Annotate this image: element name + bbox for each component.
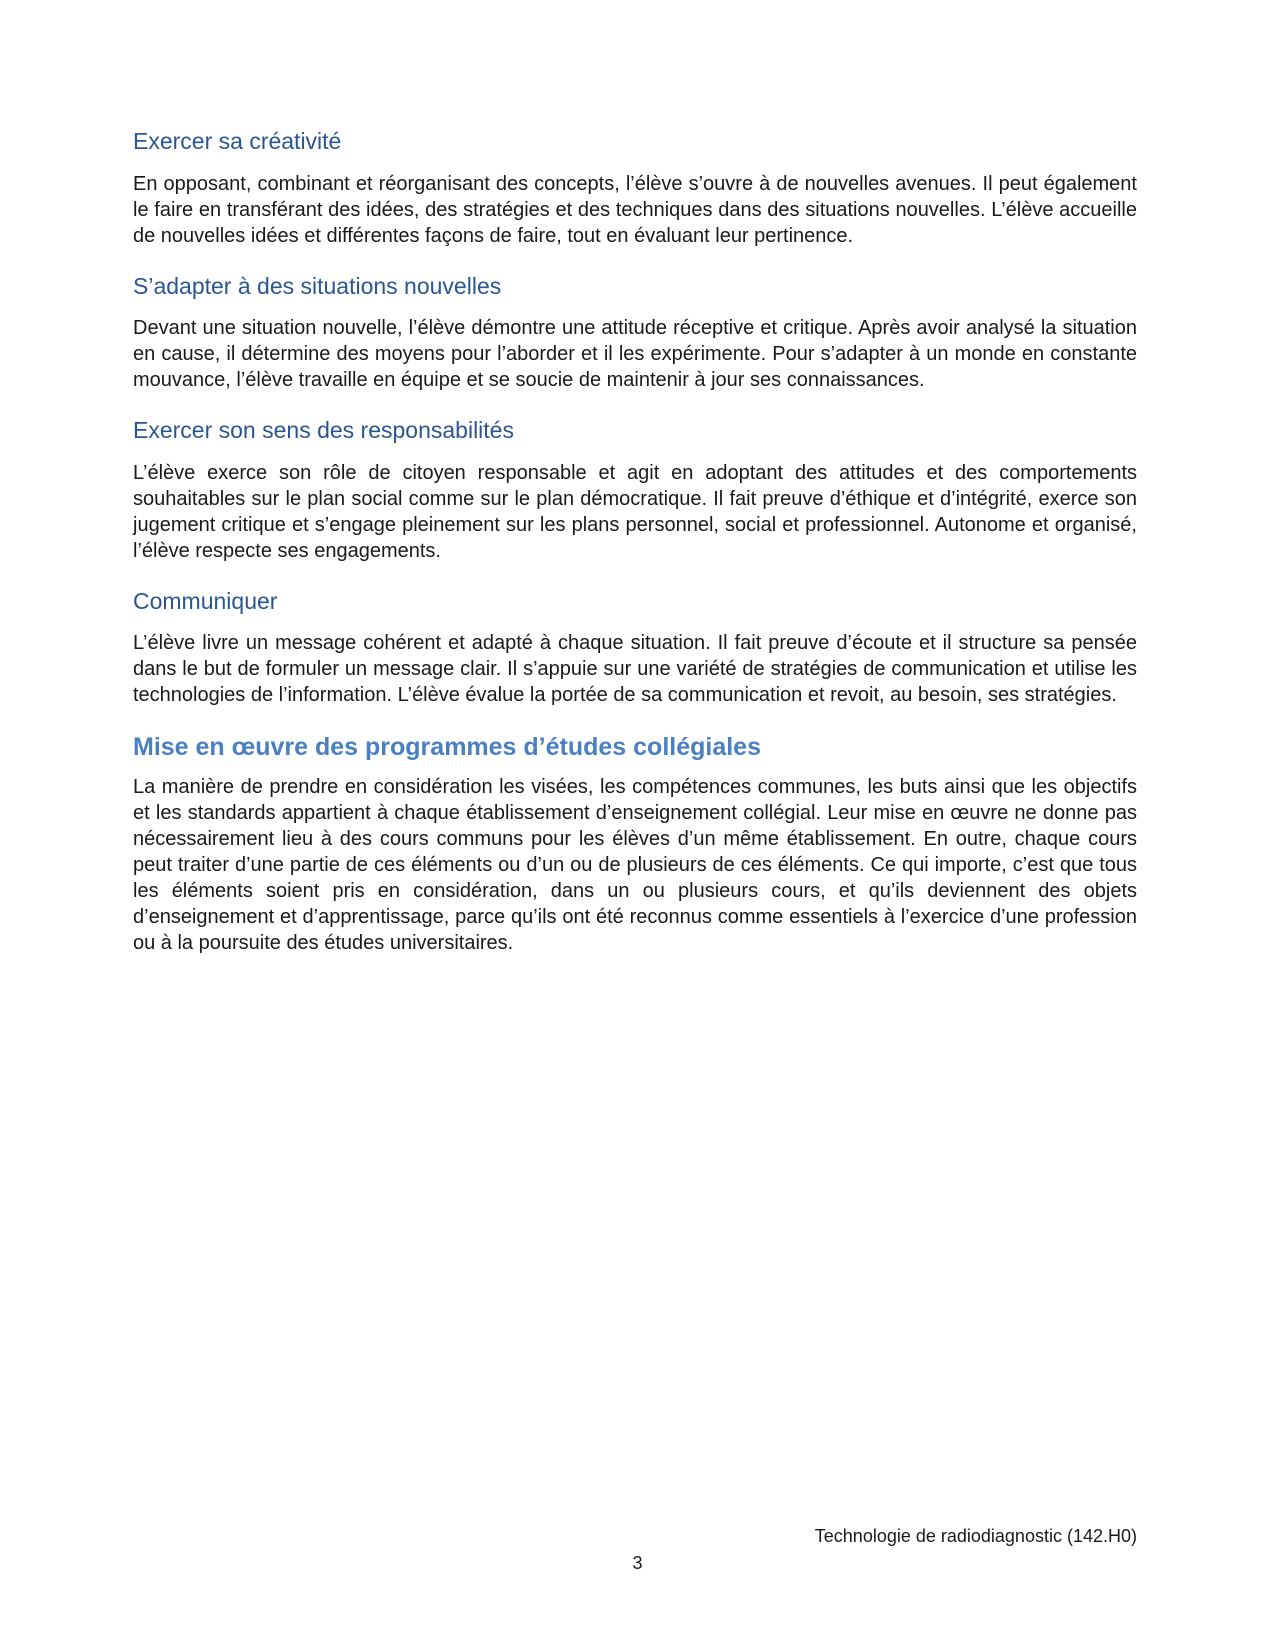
page-content: [133, 128, 1137, 980]
section-responsabilites: [133, 417, 1137, 564]
section-paragraph: Devant une situation nouvelle, l’élève démontre une attitude réceptive et critique. Après avoir analysé la situation en cause, il détermine des moyens pour l’aborder et il les expérimente. Pour s’adapter à un monde en constante mouvance, l’élève travaille en équipe et se soucie de maintenir à jour ses connaissances.: [133, 317, 1137, 392]
footer-document-title: Technologie de radiodiagnostic (142.H0): [814, 1526, 1137, 1546]
section-paragraph: L’élève livre un message cohérent et adapté à chaque situation. Il fait preuve d’écoute et il structure sa pensée dans le but de formuler un message clair. Il s’appuie sur une variété de stratégies de communication et utilise les technologies de l’information. L’élève évalue la portée de sa communication et revoit, au besoin, ses stratégies.: [133, 632, 1137, 707]
section-adapter: [133, 273, 1137, 394]
section-heading: S’adapter à des situations nouvelles: [133, 272, 502, 299]
section-communiquer: [133, 588, 1137, 709]
section-paragraph: La manière de prendre en considération les visées, les compétences communes, les buts ainsi que les objectifs et les standards appartient à chaque établissement d’enseignement collégial. Leur mise en œuvre ne donne pas nécessairement lieu à des cours communs pour les élèves d’un même établissement. En outre, chaque cours peut traiter d’une partie de ces éléments ou d’un ou de plusieurs de ces éléments. Ce qui importe, c’est que tous les éléments soient pris en considération, dans un ou plusieurs cours, et qu’ils deviennent des objets d’enseignement et d’apprentissage, parce qu’ils ont été reconnus comme essentiels à l’exercice d’une profession ou à la poursuite des études universitaires.: [133, 776, 1137, 955]
section-heading: Communiquer: [133, 587, 278, 614]
section-heading: Exercer son sens des responsabilités: [133, 417, 514, 444]
section-paragraph: En opposant, combinant et réorganisant des concepts, l’élève s’ouvre à de nouvelles avenues. Il peut également le faire en transférant des idées, des stratégies et des techniques dans des situations nouvelles. L’élève accueille de nouvelles idées et différentes façons de faire, tout en évaluant leur pertinence.: [133, 172, 1137, 247]
section-heading: Exercer sa créativité: [133, 128, 342, 154]
section-creativite: [133, 128, 1137, 249]
section-mise-en-oeuvre: [133, 732, 1137, 956]
major-heading: Mise en œuvre des programmes d’études collégiales: [133, 733, 761, 762]
section-paragraph: L’élève exerce son rôle de citoyen responsable et agit en adoptant des attitudes et des comportements souhaitables sur le plan social comme sur le plan démocratique. Il fait preuve d’éthique et d’intégrité, exerce son jugement critique et s’engage pleinement sur les plans personnel, social et professionnel. Autonome et organisé, l’élève respecte ses engagements.: [133, 461, 1137, 562]
footer-page-number: 3: [632, 1553, 643, 1573]
